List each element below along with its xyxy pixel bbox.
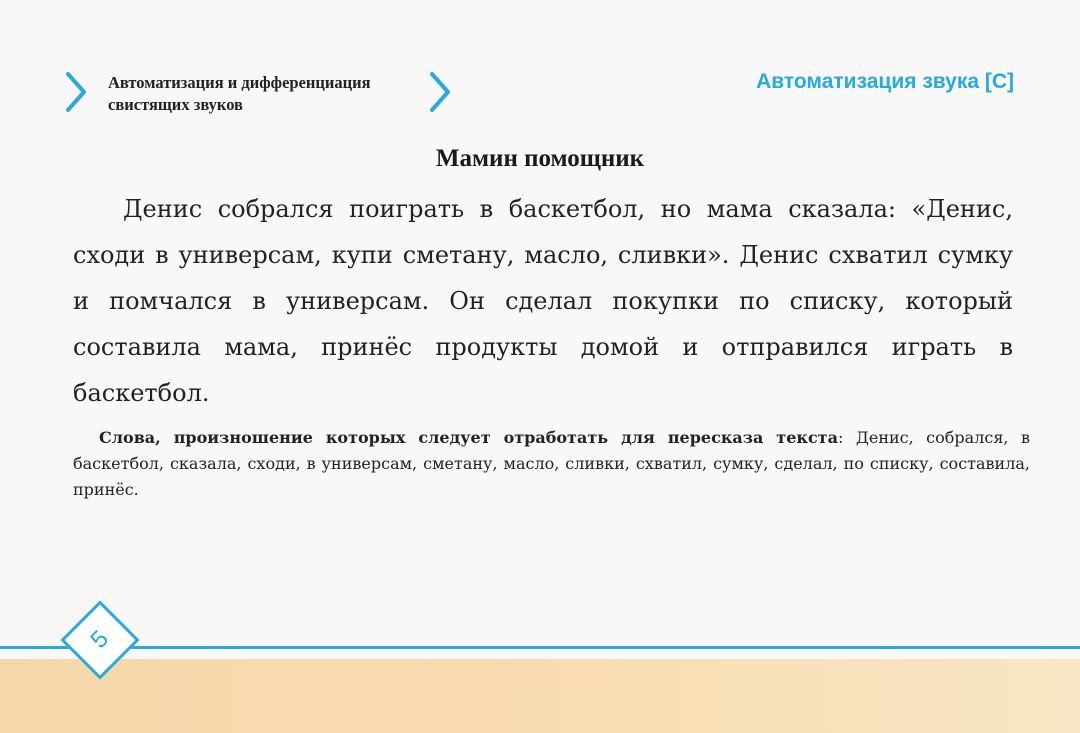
chevron-right-icon <box>428 70 452 114</box>
footer-band <box>0 659 1080 733</box>
vocabulary-label: Слова, произношение которых следует отработать для пересказа текста <box>99 428 838 447</box>
section-title: Автоматизация и дифференциация свистящих звуков <box>108 73 371 114</box>
story-title: Мамин помощник <box>435 145 645 172</box>
story-text: Денис собрался поиграть в баскетбол, но мама сказала: «Денис, сходи в универсам, купи сметану, масло, сливки». Денис схватил сумку и помчался в универсам. Он сделал покупки по списку, который составила мама, принёс продукты домой и отправился играть в баскетбол. <box>73 195 1013 407</box>
footer-divider <box>0 646 1080 649</box>
vocabulary-words: : Денис, собрался, в баскетбол, сказала, сходи, в универсам, сметану, масло, сливки, схватил, сумку, сделал, по списку, составила, принёс. <box>73 428 1030 499</box>
vocabulary-note <box>73 425 1030 503</box>
topic-title: Автоматизация звука [С] <box>756 70 1014 93</box>
page-number: 5 <box>85 625 114 654</box>
chevron-right-icon <box>64 70 88 114</box>
